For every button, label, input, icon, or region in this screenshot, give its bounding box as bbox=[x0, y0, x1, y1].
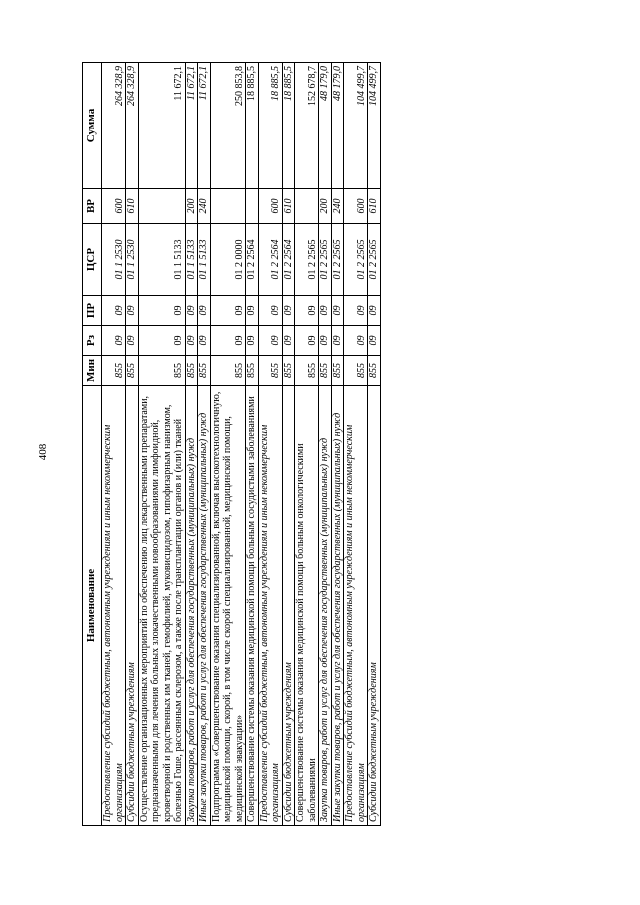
table-row bbox=[282, 63, 295, 826]
cell-name: Осуществление организационных мероприятий по обеспечению лиц лекарственными препаратами, предназначенными для лечения больных злокачественными новообразованиями лимфоидной, кроветворной и родственных им тканей, гемофилией, муковисцидозом, гипофизарным нанизмом, болезнью Гоше, рассеянным склерозом, а также после трансплантации органов и (или) тканей bbox=[138, 386, 185, 826]
cell-min: 855 bbox=[210, 356, 246, 386]
cell-pr: 09 bbox=[185, 296, 198, 326]
cell-name: Субсидии бюджетным учреждениям bbox=[126, 386, 139, 826]
cell-vr: 600 bbox=[102, 189, 126, 224]
cell-min: 855 bbox=[198, 356, 211, 386]
cell-rz: 09 bbox=[258, 326, 282, 356]
cell-sum: 104 499,7 bbox=[344, 63, 368, 189]
cell-vr: 200 bbox=[185, 189, 198, 224]
cell-name: Предоставление субсидий бюджетным, автономным учреждениям и иным некоммерческим организациям bbox=[344, 386, 368, 826]
cell-rz: 09 bbox=[210, 326, 246, 356]
cell-rz: 09 bbox=[198, 326, 211, 356]
cell-sum: 11 672,1 bbox=[198, 63, 211, 189]
cell-csr: 01 2 2565 bbox=[344, 224, 368, 296]
cell-pr: 09 bbox=[331, 296, 344, 326]
cell-min: 855 bbox=[126, 356, 139, 386]
cell-name: Подпрограмма «Совершенствование оказания специализированной, включая высокотехнологичную, медицинской помощи, скорой, в том числе скорой специализированной, медицинской помощи, медицинской эвакуации» bbox=[210, 386, 246, 826]
cell-min: 855 bbox=[258, 356, 282, 386]
table-row bbox=[246, 63, 259, 826]
cell-pr: 09 bbox=[295, 296, 319, 326]
cell-min: 855 bbox=[331, 356, 344, 386]
cell-sum: 104 499,7 bbox=[368, 63, 381, 189]
cell-name: Совершенствование системы оказания медицинской помощи больным онкологическими заболеваниями bbox=[295, 386, 319, 826]
cell-sum: 250 853,8 bbox=[210, 63, 246, 189]
cell-vr: 610 bbox=[126, 189, 139, 224]
table-row bbox=[138, 63, 185, 826]
cell-pr: 09 bbox=[246, 296, 259, 326]
cell-rz: 09 bbox=[102, 326, 126, 356]
cell-csr: 01 2 2565 bbox=[295, 224, 319, 296]
cell-csr: 01 2 2565 bbox=[331, 224, 344, 296]
cell-pr: 09 bbox=[282, 296, 295, 326]
cell-vr: 240 bbox=[331, 189, 344, 224]
table-row bbox=[368, 63, 381, 826]
cell-min: 855 bbox=[185, 356, 198, 386]
cell-name: Субсидии бюджетным учреждениям bbox=[368, 386, 381, 826]
cell-name: Иные закупки товаров, работ и услуг для обеспечения государственных (муниципальных) нужд bbox=[198, 386, 211, 826]
cell-csr: 01 1 5133 bbox=[198, 224, 211, 296]
cell-rz: 09 bbox=[185, 326, 198, 356]
cell-csr: 01 2 2564 bbox=[258, 224, 282, 296]
cell-rz: 09 bbox=[331, 326, 344, 356]
header-csr: ЦСР bbox=[83, 224, 102, 296]
cell-min: 855 bbox=[282, 356, 295, 386]
table-header-row bbox=[83, 63, 102, 826]
cell-name: Закупка товаров, работ и услуг для обеспечения государственных (муниципальных) нужд bbox=[185, 386, 198, 826]
cell-pr: 09 bbox=[198, 296, 211, 326]
table-row bbox=[258, 63, 282, 826]
cell-rz: 09 bbox=[295, 326, 319, 356]
cell-vr: 200 bbox=[319, 189, 332, 224]
cell-pr: 09 bbox=[102, 296, 126, 326]
cell-min: 855 bbox=[246, 356, 259, 386]
cell-pr: 09 bbox=[126, 296, 139, 326]
header-name: Наименование bbox=[83, 386, 102, 826]
cell-vr: 240 bbox=[198, 189, 211, 224]
cell-rz: 09 bbox=[126, 326, 139, 356]
cell-csr: 01 2 2564 bbox=[282, 224, 295, 296]
cell-sum: 264 328,9 bbox=[126, 63, 139, 189]
cell-csr: 01 1 2530 bbox=[126, 224, 139, 296]
cell-rz: 09 bbox=[246, 326, 259, 356]
cell-min: 855 bbox=[295, 356, 319, 386]
cell-pr: 09 bbox=[368, 296, 381, 326]
header-min: Мин bbox=[83, 356, 102, 386]
cell-pr: 09 bbox=[258, 296, 282, 326]
cell-csr: 01 2 2564 bbox=[246, 224, 259, 296]
cell-min: 855 bbox=[344, 356, 368, 386]
cell-sum: 11 672,1 bbox=[185, 63, 198, 189]
cell-min: 855 bbox=[319, 356, 332, 386]
cell-name: Субсидии бюджетным учреждениям bbox=[282, 386, 295, 826]
cell-csr: 01 1 5133 bbox=[138, 224, 185, 296]
header-vr: ВР bbox=[83, 189, 102, 224]
table-row bbox=[210, 63, 246, 826]
cell-csr: 01 2 0000 bbox=[210, 224, 246, 296]
cell-rz: 09 bbox=[344, 326, 368, 356]
cell-sum: 48 179,0 bbox=[319, 63, 332, 189]
table-row bbox=[185, 63, 198, 826]
header-pr: ПР bbox=[83, 296, 102, 326]
table-row bbox=[295, 63, 319, 826]
cell-vr bbox=[295, 189, 319, 224]
cell-vr bbox=[246, 189, 259, 224]
cell-sum: 18 885,5 bbox=[246, 63, 259, 189]
cell-sum: 18 885,5 bbox=[258, 63, 282, 189]
cell-pr: 09 bbox=[319, 296, 332, 326]
cell-name: Иные закупки товаров, работ и услуг для обеспечения государственных (муниципальных) нужд bbox=[331, 386, 344, 826]
cell-sum: 48 179,0 bbox=[331, 63, 344, 189]
table-row bbox=[319, 63, 332, 826]
cell-sum: 18 885,5 bbox=[282, 63, 295, 189]
cell-csr: 01 1 5133 bbox=[185, 224, 198, 296]
table-row bbox=[102, 63, 126, 826]
cell-pr: 09 bbox=[138, 296, 185, 326]
cell-rz: 09 bbox=[368, 326, 381, 356]
cell-min: 855 bbox=[138, 356, 185, 386]
cell-pr: 09 bbox=[344, 296, 368, 326]
cell-name: Совершенствование системы оказания медицинской помощи больным сосудистыми заболеваниями bbox=[246, 386, 259, 826]
table-row bbox=[198, 63, 211, 826]
page-number: 408 bbox=[37, 443, 49, 461]
cell-min: 855 bbox=[102, 356, 126, 386]
cell-vr: 600 bbox=[258, 189, 282, 224]
table-row bbox=[344, 63, 368, 826]
table-row bbox=[331, 63, 344, 826]
cell-pr: 09 bbox=[210, 296, 246, 326]
cell-min: 855 bbox=[368, 356, 381, 386]
cell-sum: 11 672,1 bbox=[138, 63, 185, 189]
cell-rz: 09 bbox=[282, 326, 295, 356]
cell-vr: 600 bbox=[344, 189, 368, 224]
header-sum: Сумма bbox=[83, 63, 102, 189]
cell-name: Закупка товаров, работ и услуг для обеспечения государственных (муниципальных) нужд bbox=[319, 386, 332, 826]
cell-sum: 152 678,7 bbox=[295, 63, 319, 189]
cell-vr: 610 bbox=[282, 189, 295, 224]
table-body bbox=[102, 63, 381, 826]
budget-table bbox=[82, 62, 381, 826]
cell-rz: 09 bbox=[138, 326, 185, 356]
cell-vr bbox=[210, 189, 246, 224]
cell-vr bbox=[138, 189, 185, 224]
table-row bbox=[126, 63, 139, 826]
header-rz: Рз bbox=[83, 326, 102, 356]
cell-rz: 09 bbox=[319, 326, 332, 356]
cell-csr: 01 2 2565 bbox=[319, 224, 332, 296]
cell-name: Предоставление субсидий бюджетным, автономным учреждениям и иным некоммерческим организациям bbox=[258, 386, 282, 826]
cell-csr: 01 2 2565 bbox=[368, 224, 381, 296]
cell-csr: 01 1 2530 bbox=[102, 224, 126, 296]
cell-vr: 610 bbox=[368, 189, 381, 224]
rotated-page-content bbox=[82, 63, 548, 826]
cell-sum: 264 328,9 bbox=[102, 63, 126, 189]
cell-name: Предоставление субсидий бюджетным, автономным учреждениям и иным некоммерческим организациям bbox=[102, 386, 126, 826]
